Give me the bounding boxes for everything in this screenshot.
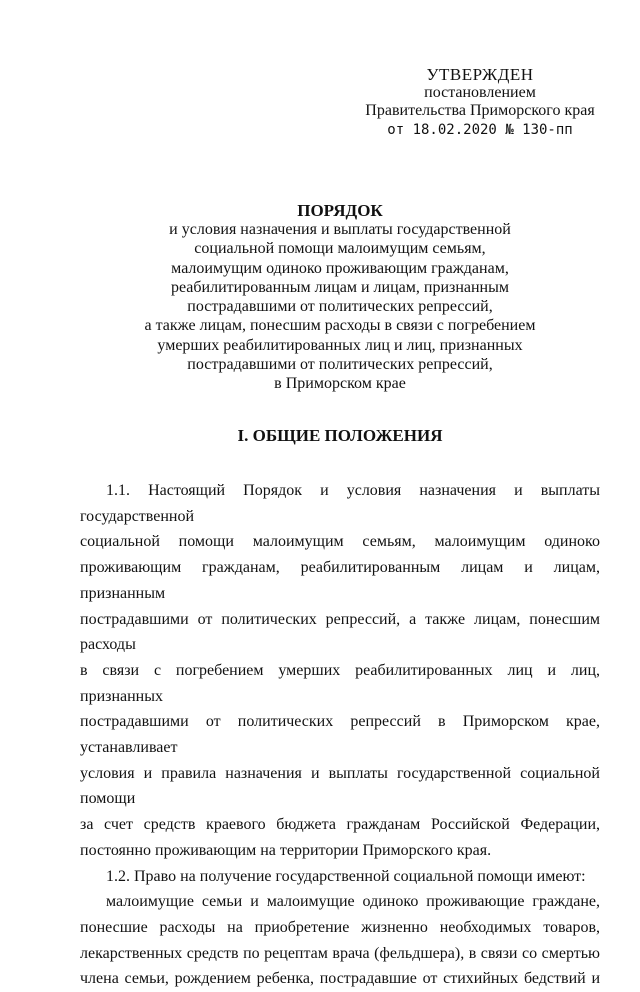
title-line: а также лицам, понесшим расходы в связи с погребением [144, 317, 536, 335]
approval-block [360, 66, 600, 139]
title-line: умерших реабилитированных лиц и лиц, признанных [157, 336, 523, 354]
title-line: реабилитированным лицам и лицам, признанным [171, 278, 509, 296]
section-heading: I. ОБЩИЕ ПОЛОЖЕНИЯ [237, 426, 443, 445]
document-heading: ПОРЯДОК [297, 201, 383, 220]
text-line: лекарственных средств по рецептам врача (фельдшера), в связи со смертью [80, 944, 600, 962]
text-line: в связи с погребением умерших реабилитированных лиц и лиц, признанных [80, 661, 600, 705]
body-text [80, 478, 600, 992]
paragraph-1-2 [80, 864, 600, 890]
document-title [80, 201, 600, 394]
text-line: постоянно проживающим на территории Приморского края. [80, 841, 492, 859]
text-line: проживающим гражданам, реабилитированным лицам и лицам, признанным [80, 559, 600, 602]
text-line: условия и правила назначения и выплаты государственной социальной помощи [80, 764, 600, 808]
approval-line-1: постановлением [424, 84, 536, 101]
title-line: в Приморском крае [274, 375, 406, 393]
text-line: 1.2. Право на получение государственной социальной помощи имеют: [106, 867, 586, 885]
title-line: малоимущим одиноко проживающим гражданам, [171, 259, 509, 277]
text-line: пострадавшими от политических репрессий в Приморском крае, устанавливает [80, 713, 600, 757]
title-line: пострадавшими от политических репрессий, [187, 356, 493, 374]
text-line: понесшие расходы на приобретение жизненно необходимых товаров, [80, 918, 600, 936]
text-line: члена семьи, рождением ребенка, пострадавшие от стихийных бедствий и [80, 970, 600, 988]
text-line: пострадавшими от политических репрессий, а также лицам, понесшим расходы [80, 610, 600, 654]
text-line: социальной помощи малоимущим семьям, малоимущим одиноко [80, 533, 600, 551]
approval-title: УТВЕРЖДЕН [426, 65, 534, 84]
title-line: пострадавшими от политических репрессий, [187, 298, 493, 316]
approval-line-2: Правительства Приморского края [365, 102, 595, 119]
text-line: 1.1. Настоящий Порядок и условия назначения и выплаты государственной [80, 482, 600, 525]
text-line: малоимущие семьи и малоимущие одиноко проживающие граждане, [106, 893, 600, 911]
approval-date: от 18.02.2020 № 130-пп [387, 122, 573, 138]
title-line: и условия назначения и выплаты государственной [169, 221, 511, 238]
text-line: за счет средств краевого бюджета гражданам Российской Федерации, [80, 816, 600, 834]
paragraph-1-1 [80, 478, 600, 864]
title-line: социальной помощи малоимущим семьям, [194, 240, 486, 258]
